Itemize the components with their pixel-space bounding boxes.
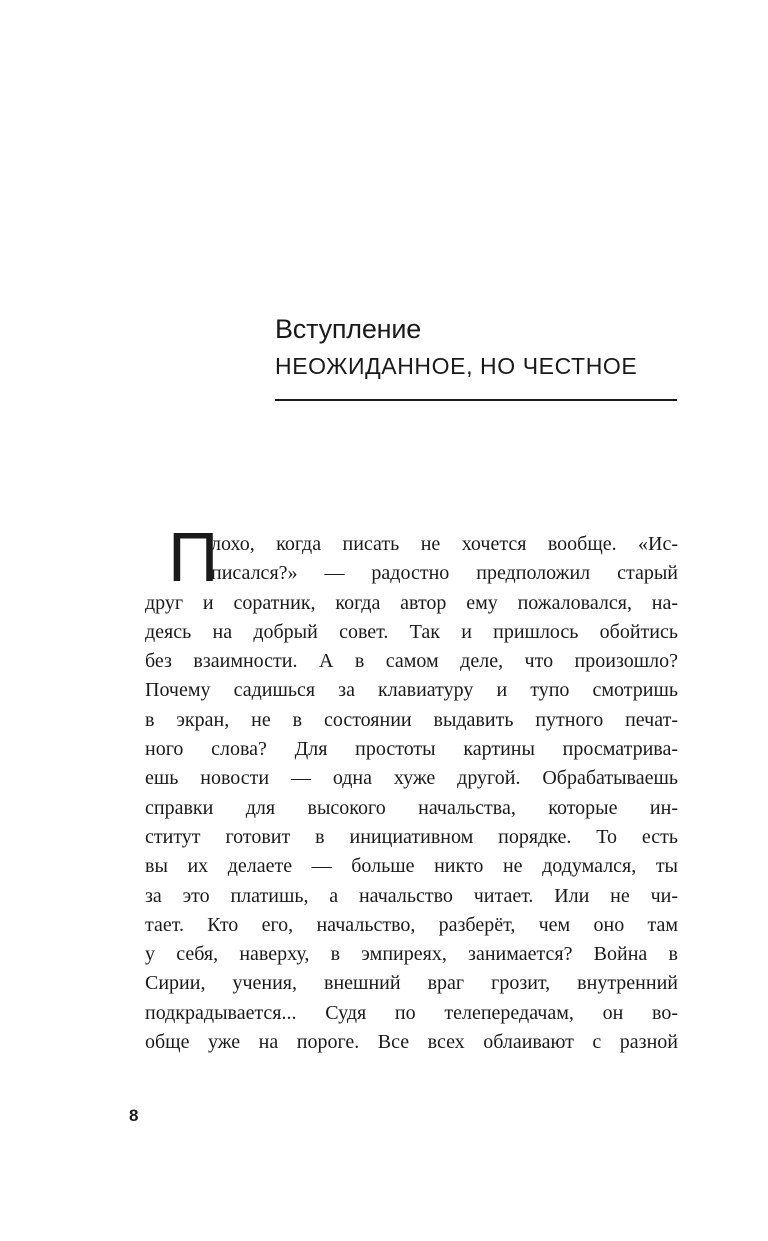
- text-line: ешь новости — одна хуже другой. Обрабатываешь: [145, 767, 678, 790]
- body-paragraph: [145, 518, 678, 1057]
- text-line: подкрадывается... Судя по телепередачам, он во-: [145, 1001, 678, 1024]
- text-line: в экран, не в состоянии выдавить путного печат-: [145, 708, 678, 731]
- text-line: Почему садишься за клавиатуру и тупо смотришь: [145, 679, 678, 702]
- text-line: без взаимности. А в самом деле, что произошло?: [145, 650, 678, 673]
- text-line: друг и соратник, когда автор ему пожаловался, на-: [145, 591, 678, 614]
- text-line: Сирии, учения, внешний враг грозит, внутренний: [145, 972, 678, 995]
- chapter-title: Вступление: [275, 314, 422, 344]
- text-line: за это платишь, а начальство читает. Или не чи-: [145, 884, 678, 907]
- text-line: обще уже на пороге. Все всех облаивают с разной: [145, 1031, 678, 1054]
- text-line: деясь на добрый совет. Так и пришлось обойтись: [145, 620, 678, 643]
- text-line: вы их делаете — больше никто не додумался, ты: [145, 855, 678, 878]
- text-line: тает. Кто его, начальство, разберёт, чем оно там: [145, 913, 678, 936]
- text-line: лохо, когда писать не хочется вообще. «Ис-: [211, 533, 678, 555]
- page-number: 8: [129, 1106, 139, 1125]
- title-divider: [275, 399, 677, 401]
- drop-cap: П: [168, 518, 219, 596]
- text-line: у себя, наверху, в эмпиреях, занимается? Война в: [145, 943, 678, 966]
- chapter-subtitle: НЕОЖИДАННОЕ, НО ЧЕСТНОЕ: [275, 353, 638, 379]
- text-line: ного слова? Для простоты картины просматрива-: [145, 738, 678, 761]
- text-line: писался?» — радостно предположил старый: [211, 562, 678, 585]
- chapter-heading: [275, 312, 677, 401]
- text-line: ститут готовит в инициативном порядке. То есть: [145, 825, 678, 848]
- text-line: справки для высокого начальства, которые ин-: [145, 796, 678, 819]
